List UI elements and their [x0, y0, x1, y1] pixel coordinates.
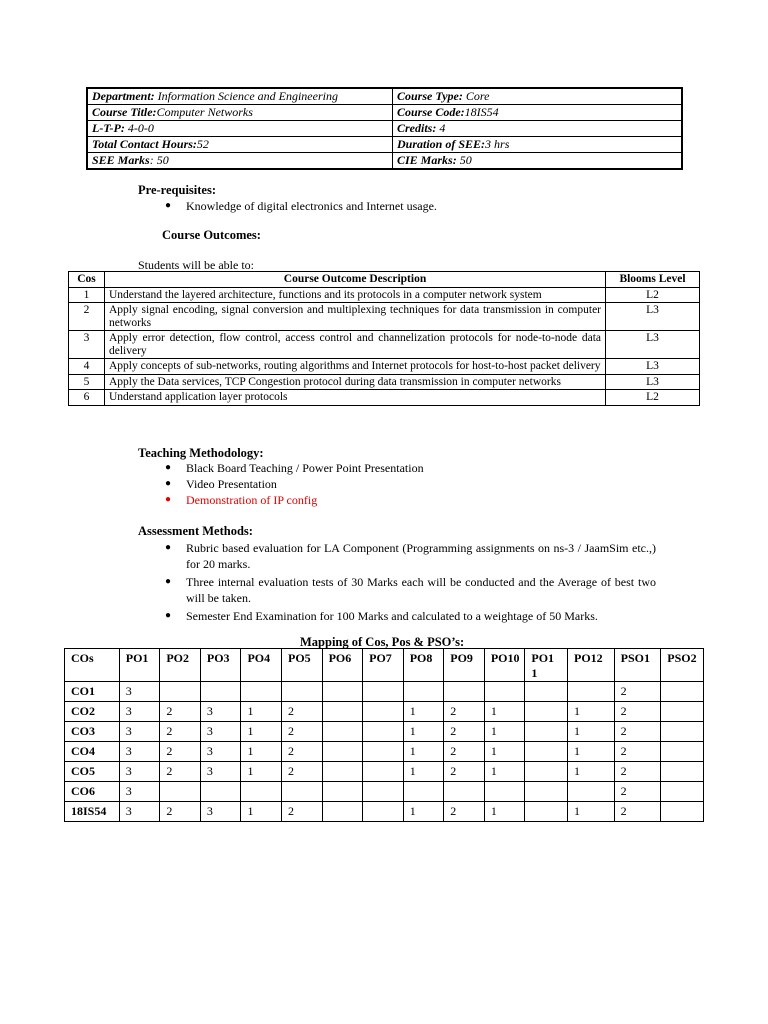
mapping-column-header: PO5 [282, 649, 323, 682]
co-number: 5 [69, 374, 105, 390]
mapping-cell [200, 782, 241, 802]
co-number: 3 [69, 331, 105, 359]
mapping-column-header: PO2 [160, 649, 201, 682]
mapping-row-label: CO1 [65, 682, 120, 702]
course-info-table [86, 87, 683, 170]
co-blooms-level: L2 [606, 390, 700, 406]
bullet-text: Video Presentation [186, 477, 277, 491]
info-value: 4-0-0 [124, 121, 154, 135]
mapping-title: Mapping of Cos, Pos & PSO’s: [300, 635, 465, 649]
mapping-cell [363, 702, 404, 722]
mapping-cell: 2 [160, 722, 201, 742]
mapping-cell [363, 682, 404, 702]
mapping-column-header: PSO2 [661, 649, 704, 682]
mapping-cell: 3 [119, 702, 160, 722]
bullet-item [162, 492, 662, 508]
mapping-cell: 2 [444, 802, 485, 822]
mapping-cell [525, 802, 568, 822]
co-description: Apply signal encoding, signal conversion and multiplexing techniques for data transmission in computer networks [105, 303, 606, 331]
bullet-text: Three internal evaluation tests of 30 Marks each will be conducted and the Average of best two will be taken. [186, 575, 656, 605]
info-cell-right [393, 137, 683, 153]
info-row [87, 88, 682, 105]
mapping-cell: 1 [484, 762, 525, 782]
mapping-cell [484, 682, 525, 702]
co-number: 6 [69, 390, 105, 406]
mapping-cell: 2 [282, 722, 323, 742]
table-row [69, 359, 700, 375]
co-blooms-level: L3 [606, 374, 700, 390]
mapping-row-label: CO5 [65, 762, 120, 782]
table-row [69, 303, 700, 331]
co-description: Apply concepts of sub-networks, routing algorithms and Internet protocols for host-to-host packet delivery [105, 359, 606, 375]
info-value: : 50 [149, 153, 169, 167]
bullet-item [162, 540, 656, 572]
co-blooms-level: L3 [606, 359, 700, 375]
mapping-cell: 1 [567, 762, 614, 782]
mapping-cell: 3 [119, 682, 160, 702]
bullet-icon: ● [164, 576, 172, 587]
bullet-item [162, 574, 656, 606]
info-row [87, 153, 682, 170]
bullet-text: Black Board Teaching / Power Point Presentation [186, 461, 424, 475]
mapping-cell: 2 [444, 722, 485, 742]
mapping-cell [322, 802, 363, 822]
mapping-cell: 1 [241, 802, 282, 822]
mapping-cell: 2 [282, 762, 323, 782]
mapping-row-label: CO3 [65, 722, 120, 742]
mapping-row-label: CO6 [65, 782, 120, 802]
table-row [65, 802, 704, 822]
mapping-cell: 1 [567, 742, 614, 762]
course-outcomes-intro: Students will be able to: [138, 258, 254, 272]
mapping-column-header: PO8 [403, 649, 444, 682]
mapping-cell: 3 [119, 782, 160, 802]
bullet-item [162, 460, 662, 476]
mapping-cell: 1 [403, 742, 444, 762]
mapping-cell [661, 682, 704, 702]
mapping-column-header: PO9 [444, 649, 485, 682]
prerequisites-heading: Pre-requisites: [138, 183, 216, 197]
mapping-cell: 1 [484, 802, 525, 822]
mapping-cell: 2 [614, 682, 661, 702]
info-cell-left [87, 88, 393, 105]
mapping-table [64, 648, 704, 822]
bullet-icon: ● [164, 542, 172, 553]
mapping-cell [567, 682, 614, 702]
table-row [69, 374, 700, 390]
bullet-text: Semester End Examination for 100 Marks and calculated to a weightage of 50 Marks. [186, 609, 598, 623]
co-blooms-level: L3 [606, 303, 700, 331]
mapping-cell: 2 [282, 742, 323, 762]
mapping-cell: 1 [403, 762, 444, 782]
bullet-icon: ● [164, 610, 172, 621]
mapping-cell: 1 [403, 802, 444, 822]
course-outcomes-heading: Course Outcomes: [162, 228, 261, 242]
bullet-text: Knowledge of digital electronics and Internet usage. [186, 199, 437, 213]
table-row [65, 702, 704, 722]
mapping-row-label: 18IS54 [65, 802, 120, 822]
co-blooms-level: L3 [606, 331, 700, 359]
mapping-column-header: PO4 [241, 649, 282, 682]
mapping-cell: 2 [444, 702, 485, 722]
mapping-cell: 1 [403, 722, 444, 742]
mapping-column-header: PO6 [322, 649, 363, 682]
mapping-cell [282, 782, 323, 802]
mapping-cell: 3 [200, 702, 241, 722]
mapping-cell: 1 [567, 702, 614, 722]
table-row [65, 682, 704, 702]
mapping-cell [525, 782, 568, 802]
info-label: L-T-P: [92, 121, 125, 135]
mapping-cell: 3 [200, 742, 241, 762]
mapping-column-header: PO1 1 [525, 649, 568, 682]
info-label: CIE Marks: [397, 153, 457, 167]
mapping-cell [241, 682, 282, 702]
info-value: Information Science and Engineering [154, 89, 338, 103]
co-column-header: Cos [69, 272, 105, 288]
info-cell-right [393, 105, 683, 121]
mapping-cell [444, 782, 485, 802]
co-description: Understand the layered architecture, functions and its protocols in a computer network system [105, 287, 606, 303]
mapping-cell [363, 762, 404, 782]
mapping-cell [484, 782, 525, 802]
co-blooms-level: L2 [606, 287, 700, 303]
mapping-cell: 2 [160, 802, 201, 822]
info-label: Duration of SEE: [397, 137, 486, 151]
table-row [65, 782, 704, 802]
table-row [69, 331, 700, 359]
mapping-cell [322, 762, 363, 782]
mapping-cell [282, 682, 323, 702]
info-row [87, 105, 682, 121]
co-description: Apply the Data services, TCP Congestion protocol during data transmission in computer networks [105, 374, 606, 390]
info-label: SEE Marks [92, 153, 150, 167]
mapping-column-header: PO12 [567, 649, 614, 682]
mapping-column-header: PSO1 [614, 649, 661, 682]
mapping-column-header: COs [65, 649, 120, 682]
mapping-column-header: PO10 [484, 649, 525, 682]
info-label: Department: [92, 89, 155, 103]
mapping-cell: 3 [119, 802, 160, 822]
bullet-icon: ● [164, 478, 172, 489]
info-value: 4 [436, 121, 446, 135]
mapping-cell [322, 702, 363, 722]
mapping-cell [525, 762, 568, 782]
info-value: 52 [196, 137, 209, 151]
mapping-column-header: PO3 [200, 649, 241, 682]
info-label: Course Code: [397, 105, 465, 119]
info-label: Total Contact Hours: [92, 137, 197, 151]
bullet-item [162, 608, 656, 624]
info-value: 3 hrs [485, 137, 510, 151]
mapping-cell: 3 [119, 762, 160, 782]
info-cell-right [393, 121, 683, 137]
table-row [65, 742, 704, 762]
mapping-cell: 2 [444, 762, 485, 782]
mapping-column-header: PO1 [119, 649, 160, 682]
mapping-cell [525, 682, 568, 702]
mapping-cell: 1 [241, 702, 282, 722]
table-row [65, 722, 704, 742]
teaching-heading: Teaching Methodology: [138, 446, 264, 460]
bullet-item [162, 476, 662, 492]
mapping-cell [661, 722, 704, 742]
mapping-cell: 3 [119, 742, 160, 762]
mapping-cell: 2 [160, 762, 201, 782]
co-number: 2 [69, 303, 105, 331]
prerequisites-list [162, 198, 662, 214]
info-row [87, 137, 682, 153]
table-row [69, 287, 700, 303]
mapping-cell [567, 782, 614, 802]
info-value: Computer Networks [156, 105, 253, 119]
mapping-cell: 3 [200, 722, 241, 742]
info-label: Credits: [397, 121, 437, 135]
mapping-cell: 1 [484, 722, 525, 742]
mapping-cell [661, 782, 704, 802]
mapping-cell: 2 [282, 702, 323, 722]
mapping-cell [525, 722, 568, 742]
info-cell-left [87, 137, 393, 153]
mapping-cell: 2 [160, 702, 201, 722]
bullet-text: Demonstration of IP config [186, 493, 318, 507]
mapping-cell [661, 802, 704, 822]
info-value: Core [462, 89, 490, 103]
mapping-cell [363, 782, 404, 802]
mapping-cell [525, 702, 568, 722]
info-label: Course Title: [92, 105, 157, 119]
mapping-cell [241, 782, 282, 802]
assessment-heading: Assessment Methods: [138, 524, 253, 538]
bullet-icon: ● [164, 494, 172, 505]
mapping-cell [160, 782, 201, 802]
mapping-column-header: PO7 [363, 649, 404, 682]
mapping-cell: 3 [200, 762, 241, 782]
bullet-item [162, 198, 662, 214]
info-cell-left [87, 105, 393, 121]
mapping-cell: 2 [614, 802, 661, 822]
mapping-cell: 2 [160, 742, 201, 762]
info-cell-left [87, 153, 393, 170]
bullet-icon: ● [164, 462, 172, 473]
mapping-cell: 2 [614, 782, 661, 802]
mapping-cell [444, 682, 485, 702]
mapping-cell [160, 682, 201, 702]
co-number: 1 [69, 287, 105, 303]
table-row [69, 390, 700, 406]
mapping-cell: 3 [119, 722, 160, 742]
mapping-cell [322, 682, 363, 702]
mapping-cell: 2 [282, 802, 323, 822]
mapping-cell: 1 [484, 702, 525, 722]
co-description: Apply error detection, flow control, access control and channelization protocols for node-to-node data delivery [105, 331, 606, 359]
mapping-cell [200, 682, 241, 702]
info-value: 50 [456, 153, 472, 167]
mapping-cell: 2 [614, 702, 661, 722]
mapping-cell: 2 [614, 762, 661, 782]
mapping-cell: 2 [614, 722, 661, 742]
mapping-cell: 1 [484, 742, 525, 762]
mapping-cell: 1 [241, 762, 282, 782]
mapping-cell [661, 702, 704, 722]
teaching-list [162, 460, 662, 508]
mapping-cell: 3 [200, 802, 241, 822]
mapping-cell [363, 722, 404, 742]
mapping-cell [661, 762, 704, 782]
mapping-cell [403, 782, 444, 802]
mapping-cell: 2 [614, 742, 661, 762]
mapping-cell [363, 742, 404, 762]
mapping-cell: 2 [444, 742, 485, 762]
table-row [65, 762, 704, 782]
mapping-cell: 1 [403, 702, 444, 722]
assessment-list [162, 540, 656, 626]
info-row [87, 121, 682, 137]
mapping-cell: 1 [567, 802, 614, 822]
mapping-cell [403, 682, 444, 702]
mapping-cell [661, 742, 704, 762]
mapping-row-label: CO2 [65, 702, 120, 722]
info-label: Course Type: [397, 89, 463, 103]
co-column-header: Course Outcome Description [105, 272, 606, 288]
info-cell-right [393, 153, 683, 170]
co-description: Understand application layer protocols [105, 390, 606, 406]
co-column-header: Blooms Level [606, 272, 700, 288]
mapping-cell [322, 722, 363, 742]
mapping-cell: 1 [241, 722, 282, 742]
mapping-cell [363, 802, 404, 822]
mapping-cell [322, 782, 363, 802]
course-outcomes-table [68, 271, 700, 406]
info-cell-right [393, 88, 683, 105]
info-value: 18IS54 [464, 105, 499, 119]
mapping-cell: 1 [241, 742, 282, 762]
mapping-cell: 1 [567, 722, 614, 742]
mapping-cell [525, 742, 568, 762]
mapping-cell [322, 742, 363, 762]
info-cell-left [87, 121, 393, 137]
co-number: 4 [69, 359, 105, 375]
mapping-row-label: CO4 [65, 742, 120, 762]
bullet-icon: ● [164, 200, 172, 211]
bullet-text: Rubric based evaluation for LA Component (Programming assignments on ns-3 / JaamSim etc.,) for 20 marks. [186, 541, 656, 571]
